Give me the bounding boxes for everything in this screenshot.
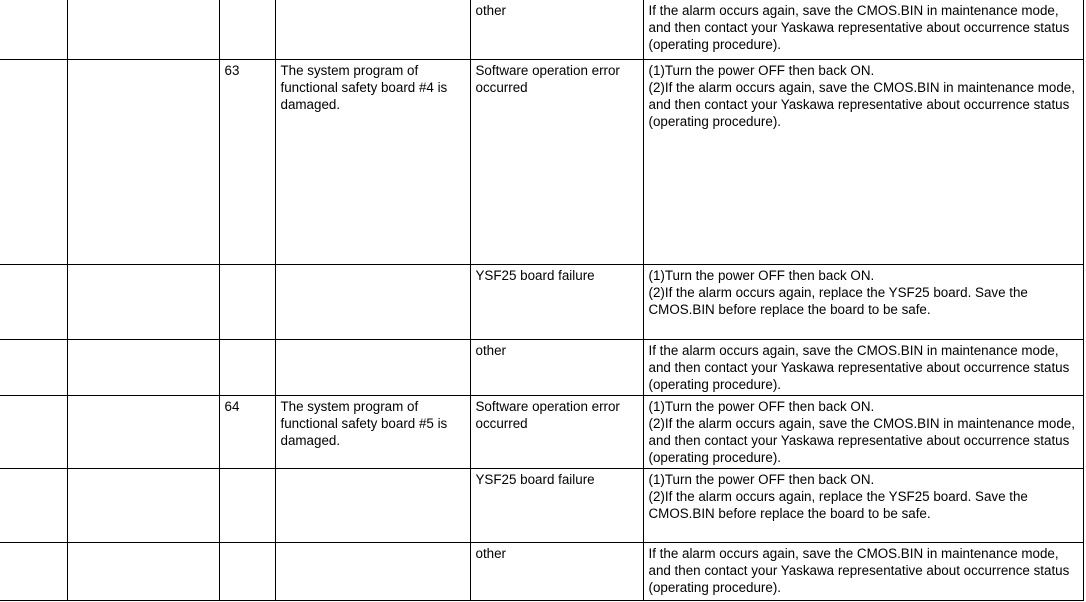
alarm-name-cell — [67, 339, 219, 395]
remedy-line: If the alarm occurs again, save the CMOS.BIN in maintenance mode, and then contact your Yaskawa representative about occurrence status (operating procedure). — [648, 342, 1070, 392]
table-row — [0, 468, 1083, 542]
sub-code-cell — [219, 0, 275, 59]
description-cell — [275, 264, 470, 339]
alarm-name-cell — [67, 468, 219, 542]
alarm-name-cell — [67, 395, 219, 468]
remedy-line: (2)If the alarm occurs again, save the CMOS.BIN in maintenance mode, and then contact your Yaskawa representative about occurrence status (operating procedure). — [648, 79, 1075, 129]
description-cell — [275, 0, 470, 59]
remedy-line: (1)Turn the power OFF then back ON. — [648, 267, 875, 283]
cause-cell: other — [470, 542, 643, 600]
alarm-name-cell — [67, 264, 219, 339]
alarm-name-cell — [67, 0, 219, 59]
table-row — [0, 395, 1083, 468]
remedy-line: (1)Turn the power OFF then back ON. — [648, 62, 875, 78]
remedy-line: (2)If the alarm occurs again, replace the YSF25 board. Save the CMOS.BIN before replace the board to be safe. — [648, 488, 1028, 521]
remedy-cell — [643, 59, 1083, 264]
alarm-number-cell — [0, 264, 67, 339]
cause-cell: other — [470, 0, 643, 59]
remedy-line: (1)Turn the power OFF then back ON. — [648, 398, 875, 414]
description-cell: The system program of functional safety board #5 is damaged. — [275, 395, 470, 468]
sub-code-cell: 63 — [219, 59, 275, 264]
remedy-cell — [643, 542, 1083, 600]
remedy-line: (2)If the alarm occurs again, replace the YSF25 board. Save the CMOS.BIN before replace the board to be safe. — [648, 284, 1028, 317]
remedy-cell — [643, 468, 1083, 542]
sub-code-cell: 64 — [219, 395, 275, 468]
table-row — [0, 59, 1083, 264]
remedy-line: If the alarm occurs again, save the CMOS.BIN in maintenance mode, and then contact your Yaskawa representative about occurrence status (operating procedure). — [648, 545, 1070, 595]
table-row — [0, 264, 1083, 339]
description-cell — [275, 339, 470, 395]
cause-cell: Software operation error occurred — [470, 59, 643, 264]
cause-cell: YSF25 board failure — [470, 264, 643, 339]
remedy-cell — [643, 264, 1083, 339]
alarm-name-cell — [67, 542, 219, 600]
cause-cell: Software operation error occurred — [470, 395, 643, 468]
alarm-number-cell — [0, 339, 67, 395]
remedy-line: (1)Turn the power OFF then back ON. — [648, 471, 875, 487]
cause-cell: other — [470, 339, 643, 395]
sub-code-cell — [219, 264, 275, 339]
sub-code-cell — [219, 468, 275, 542]
description-cell: The system program of functional safety board #4 is damaged. — [275, 59, 470, 264]
alarm-number-cell — [0, 468, 67, 542]
table-row — [0, 339, 1083, 395]
table-row — [0, 0, 1083, 59]
remedy-line: (2)If the alarm occurs again, save the CMOS.BIN in maintenance mode, and then contact your Yaskawa representative about occurrence status (operating procedure). — [648, 415, 1075, 465]
alarm-number-cell — [0, 59, 67, 264]
alarm-number-cell — [0, 542, 67, 600]
table-row — [0, 542, 1083, 600]
remedy-cell — [643, 395, 1083, 468]
description-cell — [275, 468, 470, 542]
remedy-cell — [643, 0, 1083, 59]
sub-code-cell — [219, 542, 275, 600]
remedy-line: If the alarm occurs again, save the CMOS.BIN in maintenance mode, and then contact your Yaskawa representative about occurrence status (operating procedure). — [648, 3, 1070, 52]
description-cell — [275, 542, 470, 600]
sub-code-cell — [219, 339, 275, 395]
cause-cell: YSF25 board failure — [470, 468, 643, 542]
alarm-number-cell — [0, 0, 67, 59]
remedy-cell — [643, 339, 1083, 395]
alarm-number-cell — [0, 395, 67, 468]
alarm-name-cell — [67, 59, 219, 264]
